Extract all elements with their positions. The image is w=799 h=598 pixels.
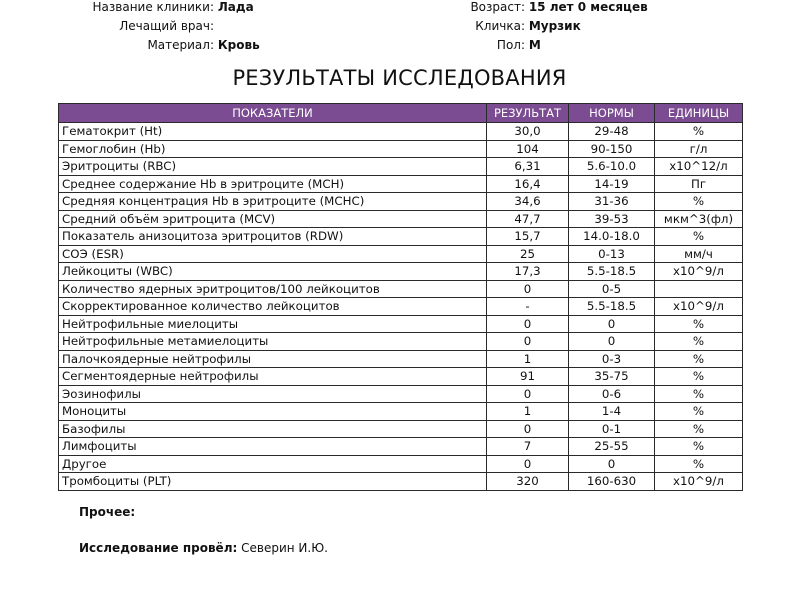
age-value: 15 лет 0 месяцев bbox=[528, 0, 648, 14]
units-cell: % bbox=[655, 193, 743, 211]
table-row bbox=[59, 123, 743, 141]
result-cell: 47,7 bbox=[487, 210, 569, 228]
units-cell: х10^9/л bbox=[655, 473, 743, 491]
result-cell: 104 bbox=[487, 140, 569, 158]
indicator-cell: Нейтрофильные миелоциты bbox=[59, 315, 487, 333]
norm-cell: 0 bbox=[569, 315, 655, 333]
norm-cell: 0-6 bbox=[569, 385, 655, 403]
indicator-cell: Средний объём эритроцита (MCV) bbox=[59, 210, 487, 228]
nickname-label: Кличка: bbox=[475, 19, 525, 33]
table-row bbox=[59, 140, 743, 158]
nickname-row bbox=[395, 17, 581, 35]
units-cell: % bbox=[655, 123, 743, 141]
norm-cell: 5.5-18.5 bbox=[569, 298, 655, 316]
result-cell: 0 bbox=[487, 420, 569, 438]
units-cell: % bbox=[655, 368, 743, 386]
result-cell: 1 bbox=[487, 403, 569, 421]
norm-cell: 5.5-18.5 bbox=[569, 263, 655, 281]
result-cell: 7 bbox=[487, 438, 569, 456]
indicator-cell: Тромбоциты (PLT) bbox=[59, 473, 487, 491]
age-row bbox=[395, 0, 648, 16]
indicator-cell: Гемоглобин (Hb) bbox=[59, 140, 487, 158]
units-cell: % bbox=[655, 385, 743, 403]
norm-cell: 0 bbox=[569, 455, 655, 473]
other-section bbox=[79, 505, 135, 519]
clinic-value: Лада bbox=[217, 0, 254, 14]
performed-section bbox=[79, 541, 328, 555]
performed-value: Северин И.Ю. bbox=[241, 541, 328, 555]
column-header-result: РЕЗУЛЬТАТ bbox=[487, 104, 569, 123]
indicator-cell: Гематокрит (Ht) bbox=[59, 123, 487, 141]
indicator-cell: Моноциты bbox=[59, 403, 487, 421]
table-row bbox=[59, 245, 743, 263]
table-row bbox=[59, 158, 743, 176]
norm-cell: 35-75 bbox=[569, 368, 655, 386]
norm-cell: 31-36 bbox=[569, 193, 655, 211]
table-header-row bbox=[59, 104, 743, 123]
table-row bbox=[59, 455, 743, 473]
norm-cell: 160-630 bbox=[569, 473, 655, 491]
age-label: Возраст: bbox=[470, 0, 525, 14]
indicator-cell: Лейкоциты (WBC) bbox=[59, 263, 487, 281]
result-cell: 1 bbox=[487, 350, 569, 368]
norm-cell: 0-1 bbox=[569, 420, 655, 438]
doctor-row bbox=[0, 17, 214, 35]
table-row bbox=[59, 473, 743, 491]
units-cell: г/л bbox=[655, 140, 743, 158]
norm-cell: 1-4 bbox=[569, 403, 655, 421]
norm-cell: 14.0-18.0 bbox=[569, 228, 655, 246]
material-label: Материал: bbox=[147, 38, 214, 52]
result-cell: 17,3 bbox=[487, 263, 569, 281]
material-row bbox=[0, 36, 260, 54]
indicator-cell: Показатель анизоцитоза эритроцитов (RDW) bbox=[59, 228, 487, 246]
indicator-cell: Эозинофилы bbox=[59, 385, 487, 403]
results-table-body bbox=[59, 123, 743, 491]
sex-label: Пол: bbox=[496, 38, 525, 52]
table-row bbox=[59, 280, 743, 298]
result-cell: 30,0 bbox=[487, 123, 569, 141]
units-cell: % bbox=[655, 455, 743, 473]
table-row bbox=[59, 175, 743, 193]
result-cell: 34,6 bbox=[487, 193, 569, 211]
table-row bbox=[59, 333, 743, 351]
result-cell: 0 bbox=[487, 315, 569, 333]
result-cell: 25 bbox=[487, 245, 569, 263]
result-cell: 15,7 bbox=[487, 228, 569, 246]
table-row bbox=[59, 385, 743, 403]
norm-cell: 0 bbox=[569, 333, 655, 351]
table-row bbox=[59, 368, 743, 386]
indicator-cell: Скорректированное количество лейкоцитов bbox=[59, 298, 487, 316]
units-cell: Пг bbox=[655, 175, 743, 193]
table-row bbox=[59, 210, 743, 228]
table-row bbox=[59, 193, 743, 211]
result-cell: 91 bbox=[487, 368, 569, 386]
units-cell: мм/ч bbox=[655, 245, 743, 263]
result-cell: 320 bbox=[487, 473, 569, 491]
column-header-indicator: ПОКАЗАТЕЛИ bbox=[59, 104, 487, 123]
page-title: РЕЗУЛЬТАТЫ ИССЛЕДОВАНИЯ bbox=[232, 66, 567, 90]
indicator-cell: Среднее содержание Hb в эритроците (MCH) bbox=[59, 175, 487, 193]
indicator-cell: Нейтрофильные метамиелоциты bbox=[59, 333, 487, 351]
other-label: Прочее: bbox=[79, 505, 136, 519]
norm-cell: 0-13 bbox=[569, 245, 655, 263]
units-cell: % bbox=[655, 333, 743, 351]
result-cell: 0 bbox=[487, 280, 569, 298]
units-cell: х10^9/л bbox=[655, 263, 743, 281]
table-row bbox=[59, 420, 743, 438]
table-row bbox=[59, 263, 743, 281]
units-cell: % bbox=[655, 403, 743, 421]
performed-label: Исследование провёл: bbox=[79, 541, 238, 555]
indicator-cell: Средняя концентрация Hb в эритроците (MCHC) bbox=[59, 193, 487, 211]
units-cell: % bbox=[655, 228, 743, 246]
norm-cell: 14-19 bbox=[569, 175, 655, 193]
units-cell: х10^12/л bbox=[655, 158, 743, 176]
units-cell: % bbox=[655, 438, 743, 456]
indicator-cell: Количество ядерных эритроцитов/100 лейкоцитов bbox=[59, 280, 487, 298]
result-cell: - bbox=[487, 298, 569, 316]
indicator-cell: Базофилы bbox=[59, 420, 487, 438]
nickname-value: Мурзик bbox=[528, 19, 581, 33]
table-row bbox=[59, 350, 743, 368]
indicator-cell: Сегментоядерные нейтрофилы bbox=[59, 368, 487, 386]
clinic-label: Название клиники: bbox=[92, 0, 214, 14]
clinic-row bbox=[0, 0, 254, 16]
table-row bbox=[59, 438, 743, 456]
table-row bbox=[59, 315, 743, 333]
table-row bbox=[59, 298, 743, 316]
table-row bbox=[59, 403, 743, 421]
norm-cell: 5.6-10.0 bbox=[569, 158, 655, 176]
indicator-cell: Другое bbox=[59, 455, 487, 473]
result-cell: 0 bbox=[487, 385, 569, 403]
column-header-norm: НОРМЫ bbox=[569, 104, 655, 123]
indicator-cell: Эритроциты (RBC) bbox=[59, 158, 487, 176]
result-cell: 16,4 bbox=[487, 175, 569, 193]
table-row bbox=[59, 228, 743, 246]
norm-cell: 0-3 bbox=[569, 350, 655, 368]
sex-value: М bbox=[528, 38, 541, 52]
norm-cell: 90-150 bbox=[569, 140, 655, 158]
norm-cell: 25-55 bbox=[569, 438, 655, 456]
indicator-cell: Лимфоциты bbox=[59, 438, 487, 456]
result-cell: 0 bbox=[487, 333, 569, 351]
norm-cell: 39-53 bbox=[569, 210, 655, 228]
sex-row bbox=[395, 36, 541, 54]
norm-cell: 0-5 bbox=[569, 280, 655, 298]
result-cell: 0 bbox=[487, 455, 569, 473]
units-cell: % bbox=[655, 420, 743, 438]
units-cell: % bbox=[655, 315, 743, 333]
units-cell: мкм^3(фл) bbox=[655, 210, 743, 228]
doctor-label: Лечащий врач: bbox=[119, 19, 214, 33]
column-header-units: ЕДИНИЦЫ bbox=[655, 104, 743, 123]
units-cell: х10^9/л bbox=[655, 298, 743, 316]
units-cell: % bbox=[655, 350, 743, 368]
material-value: Кровь bbox=[217, 38, 260, 52]
indicator-cell: Палочкоядерные нейтрофилы bbox=[59, 350, 487, 368]
result-cell: 6,31 bbox=[487, 158, 569, 176]
norm-cell: 29-48 bbox=[569, 123, 655, 141]
units-cell bbox=[655, 280, 743, 298]
indicator-cell: СОЭ (ESR) bbox=[59, 245, 487, 263]
results-table bbox=[58, 103, 743, 491]
